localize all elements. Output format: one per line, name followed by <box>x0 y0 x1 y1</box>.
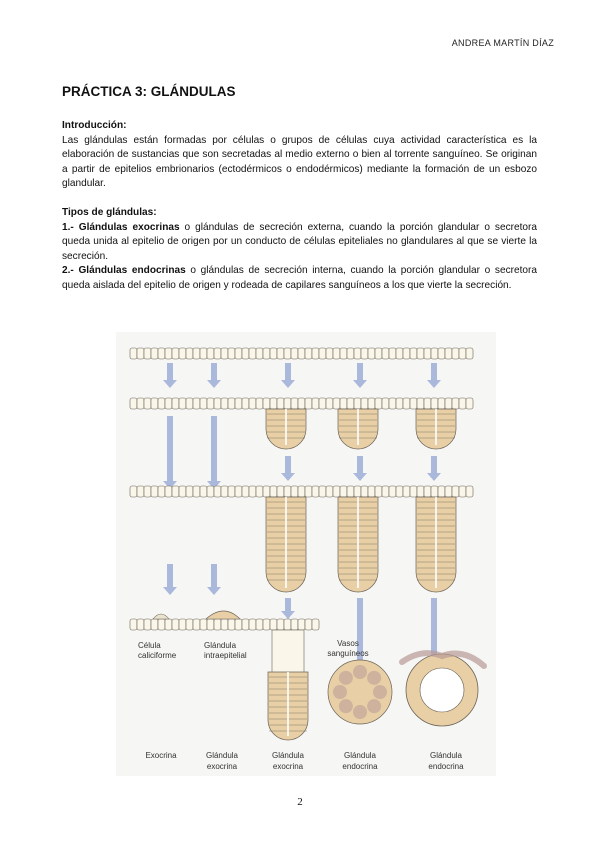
epithelium-row-1 <box>158 348 165 359</box>
epithelium-row-3 <box>305 486 312 497</box>
epithelium-row-2 <box>459 398 466 409</box>
epithelium-row-3 <box>228 486 235 497</box>
epithelium-row-3 <box>263 486 270 497</box>
label-intraepitelial-1: Glándula <box>204 641 237 650</box>
caption-1-line1: Exocrina <box>145 751 177 760</box>
epithelium-row-3 <box>333 486 340 497</box>
epithelium-row-1 <box>242 348 249 359</box>
epithelium-row-1 <box>452 348 459 359</box>
epithelium-row-2 <box>200 398 207 409</box>
epithelium-row-3 <box>361 486 368 497</box>
epithelium-row-1 <box>151 348 158 359</box>
epithelium-row-1 <box>438 348 445 359</box>
epithelium-row-1 <box>368 348 375 359</box>
epithelium-row-3 <box>459 486 466 497</box>
epithelium-row-4 <box>305 619 312 630</box>
epithelium-row-3 <box>452 486 459 497</box>
epithelium-row-2 <box>326 398 333 409</box>
epithelium-row-4 <box>172 619 179 630</box>
epithelium-row-2 <box>179 398 186 409</box>
intro-heading: Introducción: <box>62 120 127 131</box>
epithelium-row-1 <box>277 348 284 359</box>
epithelium-row-2 <box>389 398 396 409</box>
epithelium-row-1 <box>270 348 277 359</box>
epithelium-row-3 <box>214 486 221 497</box>
epithelium-row-1 <box>396 348 403 359</box>
epithelium-row-4 <box>137 619 144 630</box>
epithelium-row-4 <box>284 619 291 630</box>
epithelium-row-2 <box>263 398 270 409</box>
epithelium-row-4 <box>291 619 298 630</box>
label-vasos-1: Vasos <box>337 639 359 648</box>
epithelium-row-1 <box>165 348 172 359</box>
capillary <box>373 685 387 699</box>
gland-formation-figure <box>116 332 496 776</box>
epithelium-row-4 <box>200 619 207 630</box>
epithelium-row-3 <box>158 486 165 497</box>
epithelium-row-2 <box>249 398 256 409</box>
epithelium-row-2 <box>256 398 263 409</box>
intro-section <box>62 119 537 192</box>
epithelium-row-4 <box>312 619 319 630</box>
epithelium-row-1 <box>179 348 186 359</box>
epithelium-row-3 <box>466 486 473 497</box>
epithelium-row-2 <box>445 398 452 409</box>
epithelium-row-3 <box>340 486 347 497</box>
epithelium-row-1 <box>340 348 347 359</box>
epithelium-row-3 <box>137 486 144 497</box>
epithelium-row-2 <box>452 398 459 409</box>
epithelium-row-1 <box>214 348 221 359</box>
epithelium-row-1 <box>291 348 298 359</box>
epithelium-row-2 <box>207 398 214 409</box>
epithelium-row-2 <box>242 398 249 409</box>
epithelium-row-1 <box>410 348 417 359</box>
epithelium-row-1 <box>207 348 214 359</box>
epithelium-row-3 <box>193 486 200 497</box>
epithelium-row-3 <box>431 486 438 497</box>
capillary <box>367 699 381 713</box>
epithelium-row-2 <box>354 398 361 409</box>
epithelium-row-1 <box>403 348 410 359</box>
epithelium-row-3 <box>382 486 389 497</box>
epithelium-row-1 <box>354 348 361 359</box>
epithelium-row-3 <box>396 486 403 497</box>
epithelium-row-2 <box>158 398 165 409</box>
epithelium-row-4 <box>235 619 242 630</box>
caption-4-line1: Glándula <box>343 751 377 760</box>
epithelium-row-1 <box>389 348 396 359</box>
epithelium-row-2 <box>466 398 473 409</box>
epithelium-row-4 <box>277 619 284 630</box>
epithelium-row-4 <box>207 619 214 630</box>
epithelium-row-3 <box>270 486 277 497</box>
epithelium-row-2 <box>319 398 326 409</box>
epithelium-row-1 <box>319 348 326 359</box>
epithelium-row-1 <box>375 348 382 359</box>
epithelium-row-1 <box>186 348 193 359</box>
epithelium-row-3 <box>368 486 375 497</box>
epithelium-row-4 <box>270 619 277 630</box>
epithelium-row-3 <box>200 486 207 497</box>
epithelium-row-3 <box>130 486 137 497</box>
epithelium-row-3 <box>256 486 263 497</box>
epithelium-row-4 <box>228 619 235 630</box>
epithelium-row-2 <box>333 398 340 409</box>
epithelium-row-3 <box>424 486 431 497</box>
epithelium-row-1 <box>361 348 368 359</box>
epithelium-row-3 <box>242 486 249 497</box>
epithelium-row-1 <box>326 348 333 359</box>
epithelium-row-2 <box>137 398 144 409</box>
epithelium-row-3 <box>172 486 179 497</box>
epithelium-row-1 <box>298 348 305 359</box>
epithelium-row-3 <box>221 486 228 497</box>
epithelium-row-1 <box>228 348 235 359</box>
epithelium-row-2 <box>298 398 305 409</box>
follicle-lumen <box>420 668 464 712</box>
type-item-endocrine <box>62 264 537 293</box>
epithelium-row-4 <box>186 619 193 630</box>
capillary <box>353 665 367 679</box>
epithelium-row-2 <box>193 398 200 409</box>
epithelium-row-3 <box>249 486 256 497</box>
epithelium-row-1 <box>431 348 438 359</box>
epithelium-row-1 <box>172 348 179 359</box>
types-section <box>62 206 537 294</box>
epithelium-row-3 <box>284 486 291 497</box>
epithelium-row-1 <box>200 348 207 359</box>
epithelium-row-2 <box>375 398 382 409</box>
caption-5-line1: Glándula <box>429 751 463 760</box>
epithelium-row-2 <box>340 398 347 409</box>
epithelium-row-3 <box>207 486 214 497</box>
epithelium-row-2 <box>417 398 424 409</box>
label-caliciforme-1: Célula <box>138 641 161 650</box>
epithelium-row-3 <box>144 486 151 497</box>
epithelium-row-4 <box>130 619 137 630</box>
epithelium-row-4 <box>242 619 249 630</box>
capillary <box>339 699 353 713</box>
epithelium-row-1 <box>347 348 354 359</box>
capillary <box>333 685 347 699</box>
label-intraepitelial-2: intraepitelial <box>204 651 247 660</box>
type-description: o glándulas de secreción interna, cuando la porción glandular o secretora queda aislada del epitelio de origen y rodeada de capilares sanguíneos a los que vierte la secreción. <box>62 265 537 291</box>
epithelium-row-4 <box>165 619 172 630</box>
epithelium-row-3 <box>375 486 382 497</box>
epithelium-row-1 <box>256 348 263 359</box>
epithelium-row-1 <box>284 348 291 359</box>
epithelium-row-4 <box>263 619 270 630</box>
epithelium-row-2 <box>347 398 354 409</box>
type-item-exocrine <box>62 221 537 265</box>
epithelium-row-2 <box>438 398 445 409</box>
epithelium-row-1 <box>445 348 452 359</box>
epithelium-row-2 <box>403 398 410 409</box>
caption-2-line1: Glándula <box>205 751 239 760</box>
epithelium-row-3 <box>291 486 298 497</box>
epithelium-row-4 <box>298 619 305 630</box>
epithelium-row-2 <box>410 398 417 409</box>
epithelium-row-3 <box>326 486 333 497</box>
types-heading: Tipos de glándulas: <box>62 207 157 218</box>
epithelium-row-2 <box>235 398 242 409</box>
epithelium-row-2 <box>431 398 438 409</box>
caption-3-line1: Glándula <box>271 751 305 760</box>
type-term: Glándulas endocrinas <box>78 265 186 277</box>
caption-2-line2: exocrina <box>206 762 238 771</box>
caption-3-line2: exocrina <box>272 762 304 771</box>
page-number: 2 <box>297 796 303 808</box>
epithelium-row-1 <box>221 348 228 359</box>
intro-text: Las glándulas están formadas por células o grupos de células cuya actividad característica es la elaboración de sustancias que son secretadas al medio externo o bien al torrente sanguíneo. Se originan a partir de epitelios embrionarios (ectodérmicos o endodérmicos) mediante la formación de un esbozo glandular. <box>62 134 537 190</box>
page-title: PRÁCTICA 3: GLÁNDULAS <box>62 84 236 99</box>
epithelium-row-3 <box>165 486 172 497</box>
epithelium-row-4 <box>144 619 151 630</box>
capillary <box>367 671 381 685</box>
capillary <box>339 671 353 685</box>
epithelium-row-1 <box>333 348 340 359</box>
epithelium-row-1 <box>263 348 270 359</box>
caption-5-line2: endocrina <box>428 762 464 771</box>
epithelium-row-1 <box>130 348 137 359</box>
epithelium-row-4 <box>193 619 200 630</box>
epithelium-row-1 <box>305 348 312 359</box>
epithelium-row-3 <box>403 486 410 497</box>
epithelium-row-3 <box>277 486 284 497</box>
epithelium-row-3 <box>186 486 193 497</box>
epithelium-row-3 <box>151 486 158 497</box>
epithelium-row-1 <box>249 348 256 359</box>
epithelium-row-4 <box>249 619 256 630</box>
epithelium-row-2 <box>221 398 228 409</box>
epithelium-row-2 <box>151 398 158 409</box>
type-number: 1.- <box>62 221 74 233</box>
epithelium-row-3 <box>319 486 326 497</box>
epithelium-row-3 <box>438 486 445 497</box>
epithelium-row-2 <box>368 398 375 409</box>
epithelium-row-4 <box>221 619 228 630</box>
epithelium-row-3 <box>179 486 186 497</box>
epithelium-row-2 <box>270 398 277 409</box>
epithelium-row-3 <box>389 486 396 497</box>
epithelium-row-2 <box>361 398 368 409</box>
epithelium-row-2 <box>186 398 193 409</box>
type-term: Glándulas exocrinas <box>78 221 180 233</box>
epithelium-row-2 <box>382 398 389 409</box>
epithelium-row-2 <box>130 398 137 409</box>
epithelium-row-3 <box>298 486 305 497</box>
epithelium-row-2 <box>277 398 284 409</box>
epithelium-row-2 <box>396 398 403 409</box>
epithelium-row-1 <box>137 348 144 359</box>
epithelium-row-3 <box>312 486 319 497</box>
caption-4-line2: endocrina <box>342 762 378 771</box>
epithelium-row-2 <box>291 398 298 409</box>
epithelium-row-1 <box>466 348 473 359</box>
epithelium-row-1 <box>424 348 431 359</box>
epithelium-row-2 <box>424 398 431 409</box>
epithelium-row-2 <box>284 398 291 409</box>
author-name: ANDREA MARTÍN DÍAZ <box>451 38 554 48</box>
epithelium-row-1 <box>459 348 466 359</box>
type-description: o glándulas de secreción externa, cuando la porción glandular o secretora queda unida al epitelio de origen por un conducto de células epiteliales no glandulares al que se vierte la secreción. <box>62 221 537 262</box>
epithelium-row-1 <box>235 348 242 359</box>
label-vasos-2: sanguíneos <box>327 649 369 658</box>
epithelium-row-4 <box>256 619 263 630</box>
epithelium-row-3 <box>417 486 424 497</box>
epithelium-row-1 <box>312 348 319 359</box>
epithelium-row-3 <box>410 486 417 497</box>
epithelium-row-4 <box>179 619 186 630</box>
epithelium-row-1 <box>417 348 424 359</box>
epithelium-row-3 <box>354 486 361 497</box>
epithelium-row-4 <box>214 619 221 630</box>
epithelium-row-3 <box>235 486 242 497</box>
epithelium-row-4 <box>158 619 165 630</box>
epithelium-row-2 <box>305 398 312 409</box>
label-caliciforme-2: caliciforme <box>138 651 177 660</box>
epithelium-row-3 <box>347 486 354 497</box>
capillary <box>353 705 367 719</box>
epithelium-row-1 <box>193 348 200 359</box>
epithelium-row-2 <box>165 398 172 409</box>
epithelium-row-3 <box>445 486 452 497</box>
epithelium-row-2 <box>312 398 319 409</box>
epithelium-row-2 <box>214 398 221 409</box>
epithelium-row-2 <box>228 398 235 409</box>
epithelium-row-4 <box>151 619 158 630</box>
epithelium-row-1 <box>382 348 389 359</box>
epithelium-row-2 <box>172 398 179 409</box>
epithelium-row-1 <box>144 348 151 359</box>
type-number: 2.- <box>62 265 74 277</box>
epithelium-row-2 <box>144 398 151 409</box>
